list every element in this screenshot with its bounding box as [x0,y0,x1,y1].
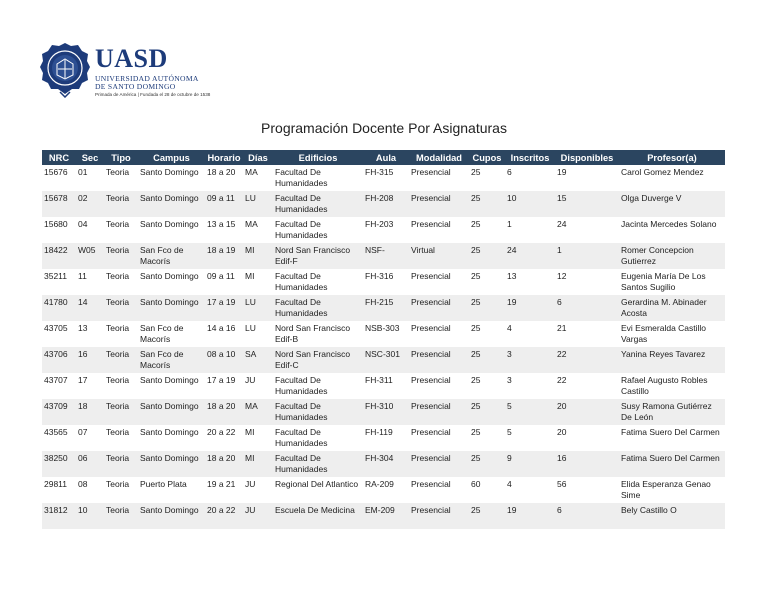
cell-disponibles: 1 [555,243,619,269]
cell-dias: MA [245,219,258,229]
cell-tipo: Teoria [106,375,130,385]
cell-edificio: Facultad De Humanidades [273,451,363,477]
cell-nrc: 15676 [44,167,68,177]
cell-nrc: 43706 [42,347,76,373]
cell-profesor: Eugenia María De Los Santos Sugilio [621,271,706,292]
cell-inscritos: 3 [505,347,555,373]
cell-tipo: Teoria [104,295,138,321]
cell-profesor: Fatima Suero Del Carmen [619,451,725,477]
cell-aula: FH-316 [365,271,394,281]
column-header-tipo: Tipo [104,150,138,165]
table-row [42,191,725,217]
cell-profesor: Carol Gomez Mendez [621,167,704,177]
cell-tipo: Teoria [104,191,138,217]
cell-modalidad: Presencial [411,375,451,385]
cell-campus: Santo Domingo [140,271,199,281]
cell-profesor: Susy Ramona Gutiérrez De León [619,399,725,425]
cell-nrc: 15678 [42,191,76,217]
cell-modalidad: Presencial [411,479,451,489]
table-row [42,451,725,477]
cell-aula: EM-209 [363,503,409,529]
cell-profesor: Olga Duverge V [619,191,725,217]
cell-dias: LU [243,191,273,217]
cell-campus: San Fco de Macorís [140,323,184,344]
cell-edificio: Facultad De Humanidades [275,427,328,448]
cell-dias: LU [243,295,273,321]
cell-dias: SA [243,347,273,373]
cell-horario: 14 a 16 [207,323,236,333]
cell-dias: MI [243,451,273,477]
cell-aula: FH-119 [365,427,393,437]
cell-inscritos: 10 [505,191,555,217]
cell-campus: Santo Domingo [140,375,199,385]
cell-aula: NSB-303 [365,323,400,333]
cell-edificio: Nord San Francisco Edif-B [275,323,351,344]
table-row [42,243,725,269]
cell-profesor: Romer Concepcion Gutierrez [619,243,725,269]
cell-tipo: Teoria [104,399,138,425]
university-seal-icon [40,42,90,98]
column-header-inscritos: Inscritos [505,150,555,165]
cell-sec: 04 [78,219,88,229]
cell-inscritos: 4 [507,479,512,489]
logo-university-city: DE SANTO DOMINGO [95,82,176,91]
cell-cupos: 25 [469,243,505,269]
cell-modalidad: Presencial [411,323,451,333]
cell-campus: San Fco de Macorís [138,347,205,373]
cell-sec: 14 [76,295,104,321]
cell-dias: JU [245,479,256,489]
cell-inscritos: 9 [505,451,555,477]
cell-modalidad: Presencial [409,399,469,425]
cell-cupos: 25 [469,503,505,529]
cell-aula: RA-209 [365,479,394,489]
cell-dias: JU [245,375,256,385]
column-header-nrc: NRC [42,150,76,165]
cell-profesor: Fatima Suero Del Carmen [621,427,720,437]
cell-tipo: Teoria [106,323,130,333]
cell-modalidad: Presencial [411,167,451,177]
column-header-modalidad: Modalidad [409,150,469,165]
cell-dias: JU [243,503,273,529]
cell-inscritos: 4 [507,323,512,333]
cell-disponibles: 12 [557,271,567,281]
table-row [42,503,725,529]
cell-disponibles: 24 [557,219,567,229]
cell-campus: Puerto Plata [140,479,187,489]
table-row [42,425,725,451]
cell-cupos: 25 [471,323,481,333]
cell-profesor: Elida Esperanza Genao Sime [621,479,711,500]
cell-disponibles: 6 [555,503,619,529]
cell-aula: FH-310 [363,399,409,425]
table-row [42,295,725,321]
cell-sec: 08 [78,479,88,489]
cell-inscritos: 19 [505,503,555,529]
cell-horario: 18 a 19 [205,243,243,269]
cell-inscritos: 19 [505,295,555,321]
cell-profesor: Bely Castillo O [619,503,725,529]
table-row [42,217,725,243]
cell-modalidad: Presencial [411,219,451,229]
cell-campus: Santo Domingo [138,295,205,321]
cell-horario: 17 a 19 [207,375,236,385]
cell-disponibles: 19 [557,167,567,177]
column-header-aula: Aula [363,150,409,165]
table-header-row [42,150,725,165]
cell-cupos: 25 [471,375,481,385]
cell-horario: 20 a 22 [205,503,243,529]
cell-modalidad: Presencial [409,191,469,217]
logo-university-name: UNIVERSIDAD AUTÓNOMA [95,74,199,83]
cell-campus: Santo Domingo [138,191,205,217]
cell-aula: NSC-301 [363,347,409,373]
cell-campus: Santo Domingo [140,167,199,177]
column-header-horario: Horario [205,150,243,165]
cell-nrc: 43705 [44,323,68,333]
cell-horario: 09 a 11 [207,271,235,281]
schedule-table [42,150,725,529]
cell-modalidad: Presencial [409,295,469,321]
cell-horario: 09 a 11 [205,191,243,217]
column-header-sec: Sec [76,150,104,165]
cell-inscritos: 6 [507,167,512,177]
cell-tipo: Teoria [104,243,138,269]
cell-cupos: 25 [471,167,481,177]
cell-campus: Santo Domingo [138,503,205,529]
logo-brand: UASD [95,44,168,73]
cell-horario: 20 a 22 [207,427,236,437]
cell-nrc: 15680 [44,219,68,229]
cell-disponibles: 22 [555,347,619,373]
cell-modalidad: Presencial [409,503,469,529]
cell-tipo: Teoria [104,451,138,477]
cell-edificio: Facultad De Humanidades [273,191,363,217]
cell-sec: 18 [76,399,104,425]
cell-profesor: Evi Esmeralda Castillo Vargas [621,323,707,344]
cell-aula: FH-311 [365,375,393,385]
cell-inscritos: 5 [505,399,555,425]
cell-tipo: Teoria [106,219,130,229]
column-header-disponibles: Disponibles [555,150,619,165]
table-row [42,347,725,373]
cell-tipo: Teoria [106,427,130,437]
cell-disponibles: 56 [557,479,567,489]
column-header-dias: Días [243,150,273,165]
cell-campus: Santo Domingo [138,399,205,425]
cell-horario: 18 a 20 [207,167,236,177]
cell-disponibles: 22 [557,375,567,385]
column-header-campus: Campus [138,150,205,165]
cell-tipo: Teoria [106,479,130,489]
cell-tipo: Teoria [104,503,138,529]
cell-cupos: 25 [471,219,481,229]
cell-nrc: 18422 [42,243,76,269]
cell-dias: MI [245,427,255,437]
cell-nrc: 43709 [42,399,76,425]
cell-edificio: Facultad De Humanidades [275,271,328,292]
cell-inscritos: 24 [505,243,555,269]
table-row [42,269,725,295]
cell-sec: 01 [78,167,88,177]
cell-sec: 07 [78,427,88,437]
cell-edificio: Facultad De Humanidades [275,219,328,240]
cell-sec: 17 [78,375,88,385]
column-header-edificios: Edificios [273,150,363,165]
cell-disponibles: 21 [557,323,567,333]
cell-modalidad: Presencial [409,451,469,477]
cell-sec: W05 [76,243,104,269]
cell-aula: NSF- [363,243,409,269]
cell-inscritos: 13 [507,271,517,281]
cell-nrc: 35211 [44,271,68,281]
cell-disponibles: 15 [555,191,619,217]
cell-cupos: 60 [471,479,481,489]
cell-edificio: Facultad De Humanidades [273,295,363,321]
cell-campus: Santo Domingo [140,427,199,437]
table-row [42,165,725,191]
table-row [42,373,725,399]
cell-dias: MA [243,399,273,425]
cell-sec: 16 [76,347,104,373]
uasd-logo [40,42,230,104]
cell-profesor: Yanina Reyes Tavarez [619,347,725,373]
column-header-profesor: Profesor(a) [619,150,725,165]
cell-tipo: Teoria [106,271,130,281]
cell-campus: San Fco de Macorís [138,243,205,269]
cell-profesor: Rafael Augusto Robles Castillo [621,375,708,396]
cell-aula: FH-215 [363,295,409,321]
table-row [42,399,725,425]
cell-campus: Santo Domingo [140,219,199,229]
cell-edificio: Facultad De Humanidades [275,375,328,396]
cell-aula: FH-315 [365,167,394,177]
cell-aula: FH-304 [363,451,409,477]
cell-horario: 13 a 15 [207,219,236,229]
cell-profesor: Gerardina M. Abinader Acosta [619,295,725,321]
cell-inscritos: 5 [507,427,512,437]
cell-tipo: Teoria [104,347,138,373]
cell-nrc: 29811 [44,479,68,489]
page-title: Programación Docente Por Asignaturas [261,120,507,136]
cell-disponibles: 20 [555,399,619,425]
cell-nrc: 38250 [42,451,76,477]
cell-nrc: 31812 [42,503,76,529]
cell-aula: FH-203 [365,219,394,229]
column-header-cupos: Cupos [469,150,505,165]
cell-edificio: Nord San Francisco Edif-F [273,243,363,269]
cell-dias: LU [245,323,256,333]
cell-cupos: 25 [469,451,505,477]
cell-edificio: Facultad De Humanidades [275,167,328,188]
cell-inscritos: 3 [507,375,512,385]
cell-modalidad: Presencial [409,347,469,373]
cell-dias: MA [245,167,258,177]
cell-cupos: 25 [471,271,481,281]
cell-edificio: Facultad De Humanidades [273,399,363,425]
cell-edificio: Nord San Francisco Edif-C [273,347,363,373]
cell-sec: 10 [76,503,104,529]
cell-sec: 02 [76,191,104,217]
cell-cupos: 25 [469,347,505,373]
cell-disponibles: 20 [557,427,567,437]
cell-disponibles: 16 [555,451,619,477]
table-row [42,321,725,347]
cell-modalidad: Virtual [409,243,469,269]
cell-cupos: 25 [471,427,481,437]
cell-horario: 18 a 20 [205,451,243,477]
cell-inscritos: 1 [507,219,512,229]
cell-horario: 18 a 20 [205,399,243,425]
cell-disponibles: 6 [555,295,619,321]
logo-founding-text: Primada de América | Fundada el 28 de octubre de 1538 [95,92,211,97]
cell-edificio: Regional Del Atlantico [275,479,359,489]
cell-cupos: 25 [469,399,505,425]
cell-horario: 17 a 19 [205,295,243,321]
cell-horario: 19 a 21 [207,479,236,489]
cell-edificio: Escuela De Medicina [273,503,363,529]
cell-nrc: 43707 [44,375,68,385]
cell-modalidad: Presencial [411,271,451,281]
cell-modalidad: Presencial [411,427,451,437]
cell-dias: MI [245,271,255,281]
cell-sec: 13 [78,323,88,333]
cell-cupos: 25 [469,295,505,321]
cell-aula: FH-208 [363,191,409,217]
cell-cupos: 25 [469,191,505,217]
cell-sec: 06 [76,451,104,477]
cell-nrc: 41780 [42,295,76,321]
table-row [42,477,725,503]
cell-profesor: Jacinta Mercedes Solano [621,219,717,229]
cell-horario: 08 a 10 [205,347,243,373]
cell-sec: 11 [78,271,87,281]
cell-tipo: Teoria [106,167,130,177]
cell-dias: MI [243,243,273,269]
cell-nrc: 43565 [44,427,68,437]
cell-campus: Santo Domingo [138,451,205,477]
